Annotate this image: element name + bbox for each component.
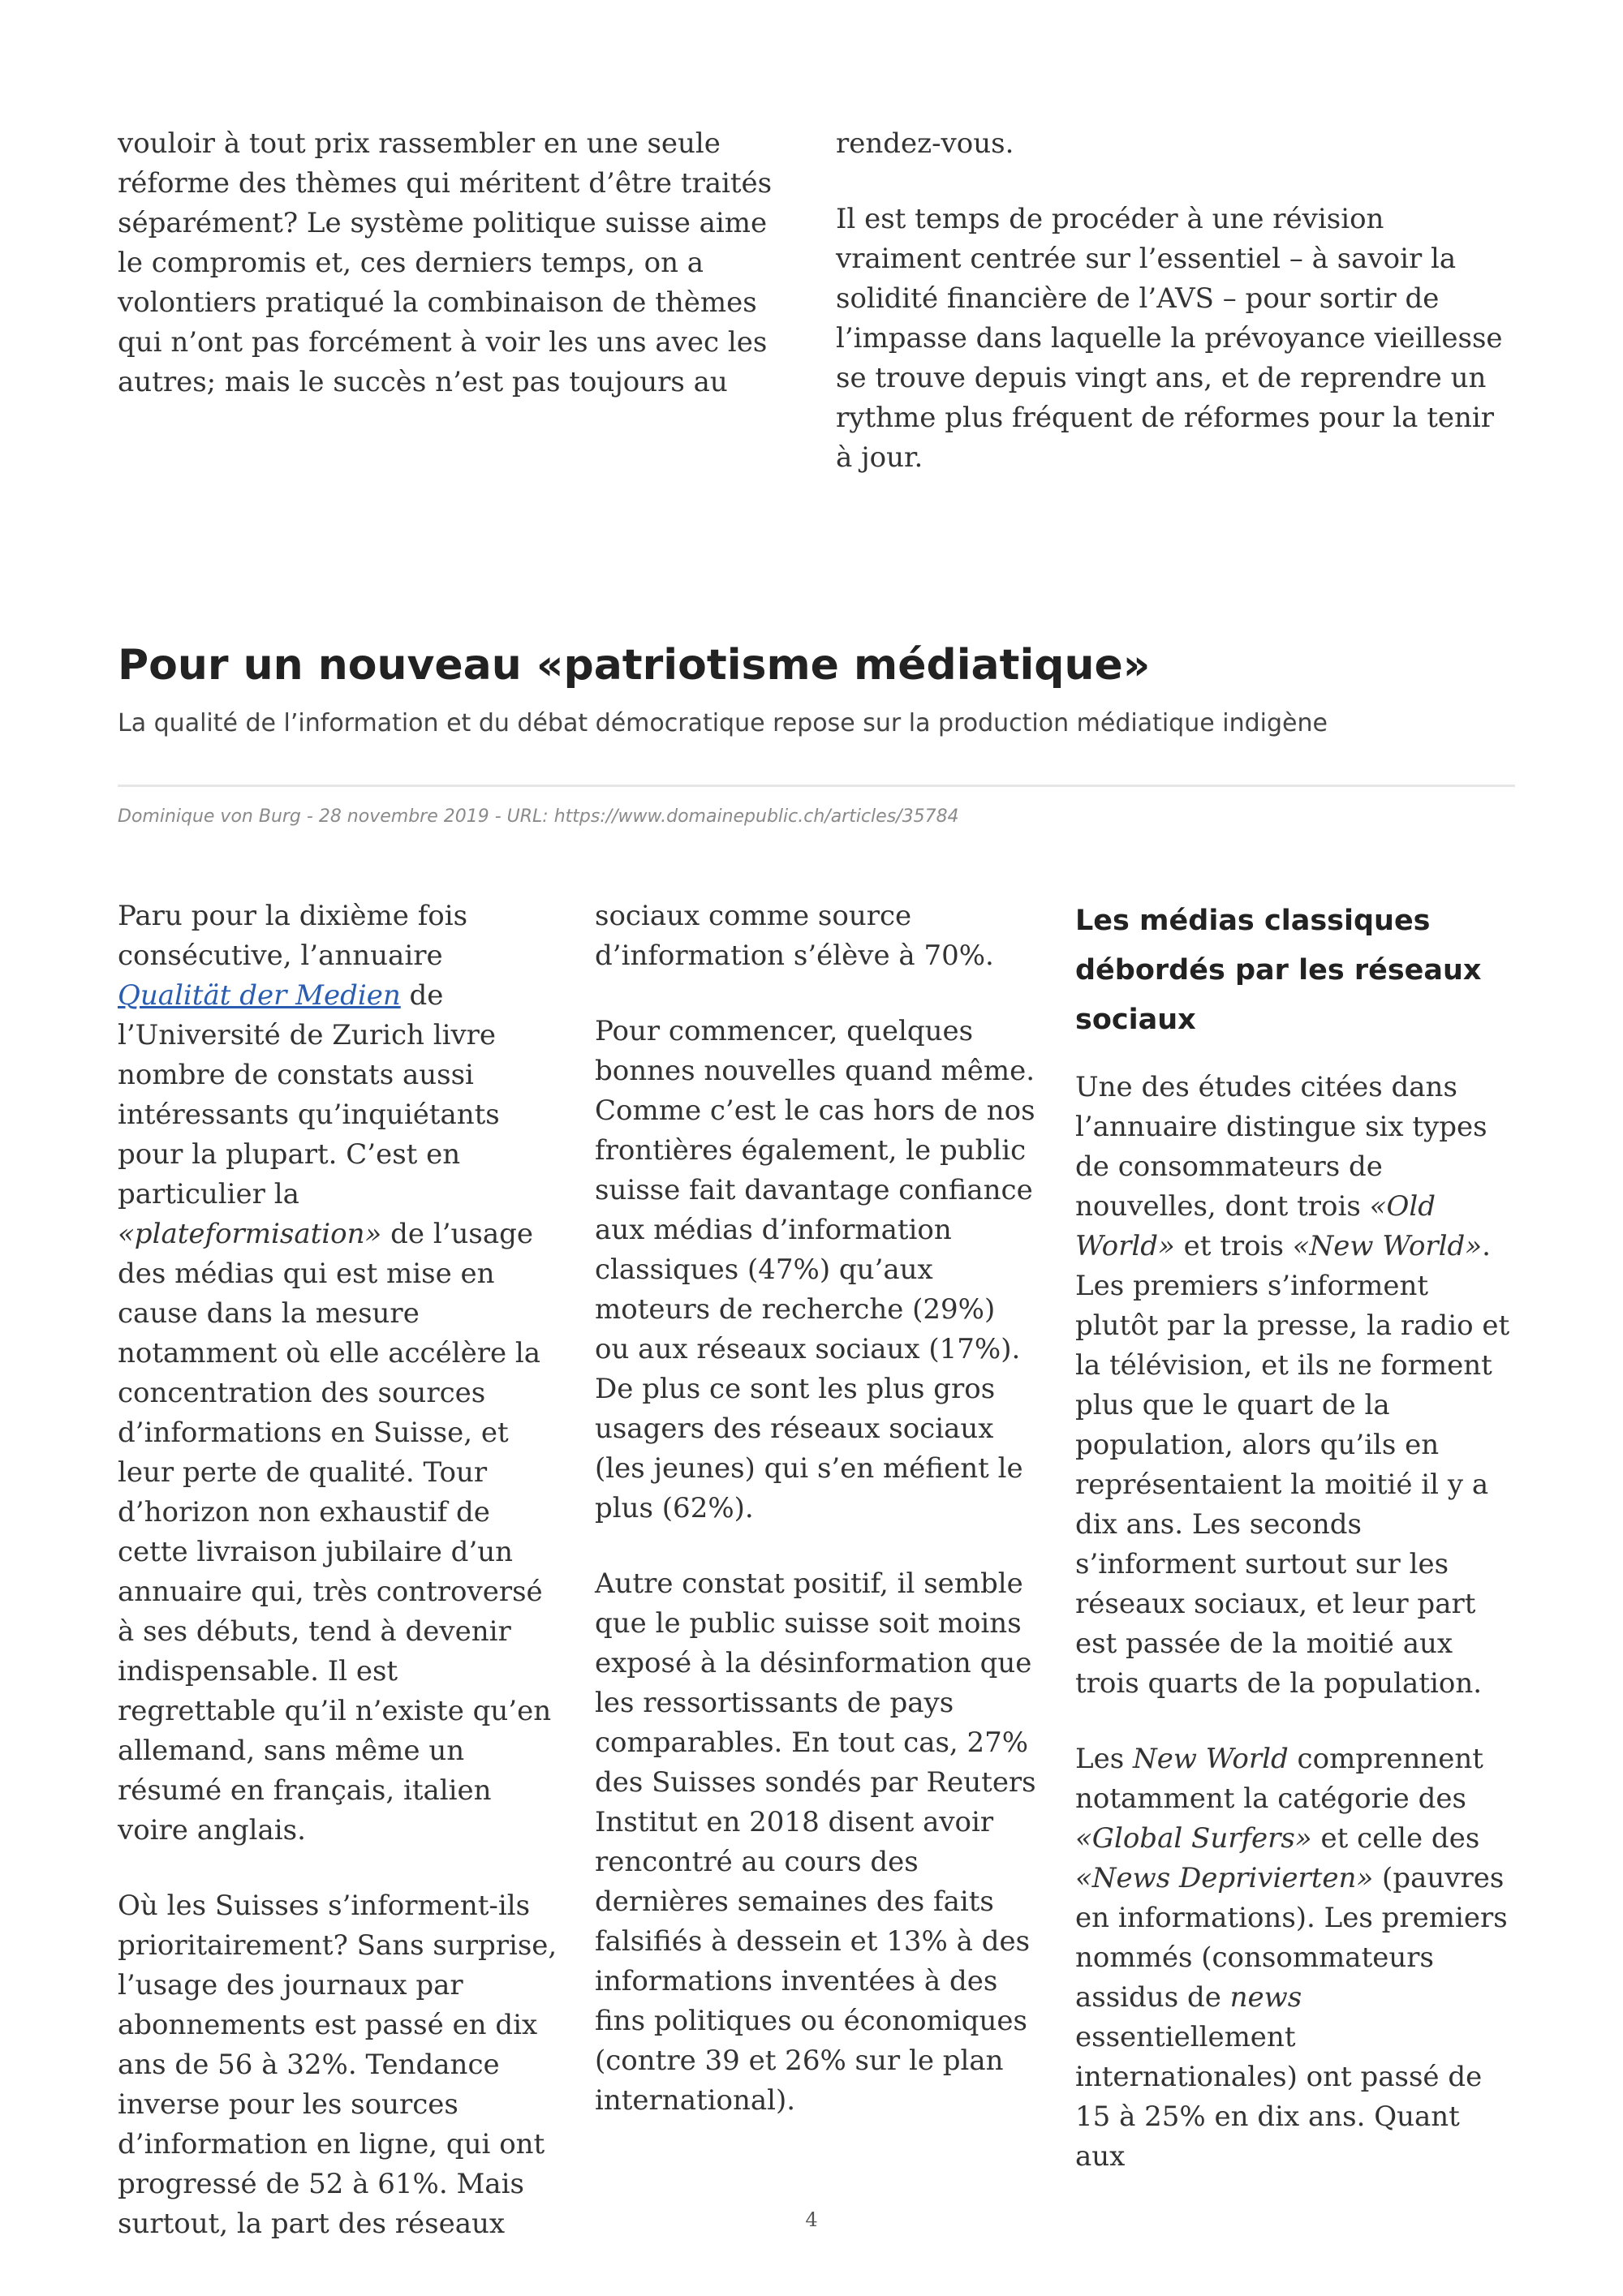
paragraph: Pour commencer, quelques bonnes nouvelles quand même. Comme c’est le cas hors de nos frontières également, le public suisse fait davantage confiance aux médias d’information classiques (47%) qu’aux moteurs de recherche (29%) ou aux réseaux sociaux (17%). De plus ce sont les plus gros usagers des réseaux sociaux (les jeunes) qui s’en méfient le plus (62%). — [595, 1015, 1035, 1524]
text: de l’Université de Zurich livre nombre de constats aussi intéressants qu’inquiétants pour la plupart. C’est en particulier la — [118, 979, 500, 1210]
qualitat-der-medien-link[interactable] — [118, 979, 401, 1012]
page-number: 4 — [805, 2208, 818, 2231]
text: et trois — [1174, 1230, 1293, 1262]
emphasis: «Old World» — [1075, 1190, 1436, 1262]
previous-article-column-left — [118, 124, 791, 402]
link-text: Qualität der Medien — [118, 979, 401, 1012]
paragraph — [1075, 1739, 1518, 2177]
text: (pauvres en informations). Les premiers nommés (consommateurs assidus de — [1075, 1862, 1508, 2014]
paragraph: sociaux comme source d’information s’élève à 70%. — [595, 900, 994, 972]
text: de l’usage des médias qui est mise en cause dans la mesure notamment où elle accélère la concentration des sources d’informations en Suisse, et leur perte de qualité. Tour d’horizon non exhaustif de cette livraison jubilaire d’un annuaire qui, très controversé à ses débuts, tend à devenir indispensable. Il est regrettable qu’il n’existe qu’en allemand, sans même un résumé en français, italien voire anglais. — [118, 1218, 552, 1847]
text: Paru pour la dixième fois consécutive, l’annuaire — [118, 900, 468, 972]
article-column-3 — [1075, 896, 1518, 2177]
paragraph — [1075, 1068, 1518, 1704]
paragraph: Il est temps de procéder à une révision vraiment centrée sur l’essentiel – à savoir la solidité financière de l’AVS – pour sortir de l’impasse dans laquelle la prévoyance vieillesse se trouve depuis vingt ans, et de reprendre un rythme plus fréquent de réformes pour la tenir à jour. — [836, 203, 1503, 474]
paragraph: vouloir à tout prix rassembler en une seule réforme des thèmes qui méritent d’être traités séparément? Le système politique suisse aime le compromis et, ces derniers temps, on a volontiers pratiqué la combinaison de thèmes qui n’ont pas forcément à voir les uns avec les autres; mais le succès n’est pas toujours au — [118, 127, 773, 398]
emphasis: «plateformisation» — [118, 1218, 382, 1250]
paragraph — [118, 896, 560, 1851]
article-column-1 — [118, 896, 560, 2244]
previous-article-column-right — [836, 124, 1509, 478]
text: et celle des — [1311, 1822, 1480, 1855]
emphasis: «News Deprivierten» — [1075, 1862, 1374, 1894]
text: Une des études citées dans l’annuaire distingue six types de consommateurs de nouvelles, dont trois — [1075, 1071, 1487, 1223]
text: Les — [1075, 1743, 1133, 1775]
paragraph: Où les Suisses s’informent-ils prioritairement? Sans surprise, l’usage des journaux par abonnements est passé en dix ans de 56 à 32%. Tendance inverse pour les sources d’information en ligne, qui ont progressé de 52 à 61%. Mais surtout, la part des réseaux — [118, 1890, 558, 2240]
text: essentiellement internationales) ont passé de 15 à 25% en dix ans. Quant aux — [1075, 2021, 1483, 2173]
divider — [118, 785, 1515, 787]
emphasis: «Global Surfers» — [1075, 1822, 1312, 1855]
article-subtitle: La qualité de l’information et du débat démocratique repose sur la production médiatique indigène — [118, 709, 1328, 737]
article-column-2 — [595, 896, 1037, 2121]
article-byline: Dominique von Burg - 28 novembre 2019 - URL: https://www.domainepublic.ch/articles/35784 — [118, 806, 959, 827]
text: . Les premiers s’informent plutôt par la presse, la radio et la télévision, et ils ne forment plus que le quart de la population, alors qu’ils en représentaient la moitié il y a dix ans. Les seconds s’informent surtout sur les réseaux sociaux, et leur part est passée de la moitié aux trois quarts de la population. — [1075, 1230, 1510, 1700]
emphasis: New World — [1132, 1743, 1289, 1775]
emphasis: «New World» — [1292, 1230, 1483, 1262]
emphasis: news — [1229, 1981, 1302, 2014]
section-heading: Les médias classiques débordés par les réseaux sociaux — [1075, 905, 1482, 1036]
paragraph: Autre constat positif, il semble que le public suisse soit moins exposé à la désinformation que les ressortissants de pays comparables. En tout cas, 27% des Suisses sondés par Reuters Institut en 2018 disent avoir rencontré au cours des dernières semaines des faits falsifiés à dessein et 13% à des informations inventées à des fins politiques ou économiques (contre 39 et 26% sur le plan international). — [595, 1567, 1036, 2117]
text: comprennent notamment la catégorie des — [1075, 1743, 1483, 1815]
paragraph: rendez-vous. — [836, 127, 1014, 160]
article-title: Pour un nouveau «patriotisme médiatique» — [118, 641, 1151, 690]
